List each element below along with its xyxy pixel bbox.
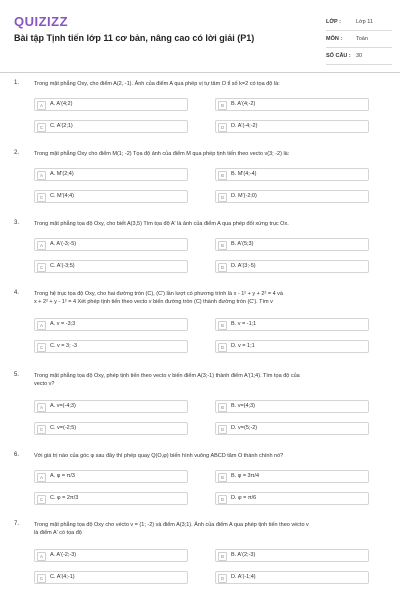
option-letter: B [218, 321, 227, 330]
option-letter: D [218, 425, 227, 434]
question-text [34, 80, 374, 88]
option-d[interactable] [215, 260, 369, 273]
option-text: A. v=(-4;3) [50, 403, 76, 409]
option-text: A. M'(2;4) [50, 171, 74, 177]
option-letter: A [37, 403, 46, 412]
option-letter: A [37, 101, 46, 110]
option-letter: A [37, 241, 46, 250]
option-text: D. v = 1;1 [231, 343, 255, 349]
option-letter: D [218, 263, 227, 272]
question-text [34, 150, 374, 158]
option-text: A. A'(4;2) [50, 101, 73, 107]
question-line: Trong mặt phẳng Oxy cho điểm M(1; -2) Tọa độ ảnh của điểm M qua phép tịnh tiến theo vecto v(3; -2) là: [34, 151, 290, 157]
option-text: B. v=(4;3) [231, 403, 255, 409]
option-letter: D [218, 343, 227, 352]
option-letter: C [37, 495, 46, 504]
option-c[interactable] [34, 190, 188, 203]
option-text: D. M'(-2;0) [231, 193, 257, 199]
option-letter: A [37, 321, 46, 330]
option-letter: B [218, 552, 227, 561]
option-d[interactable] [215, 340, 369, 353]
option-letter: C [37, 425, 46, 434]
question-number: 3. [14, 220, 20, 226]
option-text: C. A'(4;-1) [50, 574, 75, 580]
option-letter: A [37, 552, 46, 561]
option-text: D. v=(5;-2) [231, 425, 258, 431]
option-d[interactable] [215, 190, 369, 203]
option-b[interactable] [215, 98, 369, 111]
option-c[interactable] [34, 340, 188, 353]
option-text: A. A'(-2;-3) [50, 552, 77, 558]
worksheet-header [0, 0, 400, 73]
option-a[interactable] [34, 168, 188, 181]
option-letter: D [218, 123, 227, 132]
option-text: B. A'(2;-3) [231, 552, 256, 558]
question-line: Trong mặt phẳng Oxy, cho điểm A(2, -1). Ảnh của điểm A qua phép vị tự tâm O tỉ số k=2 có tọa độ là: [34, 81, 280, 87]
option-c[interactable] [34, 571, 188, 584]
question-line: là điểm A' có tọa độ [34, 530, 82, 536]
meta-value: 30 [356, 53, 363, 59]
question-text [34, 521, 374, 537]
option-letter: D [218, 574, 227, 583]
meta-key: LỚP : [326, 19, 341, 25]
question-number: 1. [14, 80, 20, 86]
option-text: B. A'(5;3) [231, 241, 254, 247]
option-d[interactable] [215, 120, 369, 133]
option-letter: C [37, 193, 46, 202]
option-b[interactable] [215, 400, 369, 413]
option-letter: B [218, 171, 227, 180]
option-text: B. M'(4;-4) [231, 171, 257, 177]
question-text [34, 452, 374, 460]
question-text [34, 290, 374, 306]
option-text: C. v=(-2;5) [50, 425, 77, 431]
page-title: Bài tập Tịnh tiến lớp 11 cơ bản, nâng cao có lời giải (P1) [14, 33, 255, 43]
option-text: A. A'(-3;-5) [50, 241, 77, 247]
question-line: x + 2² + y - 1² = 4 Xét phép tịnh tiến theo vecto v biến đường tròn (C) thành đường tròn (C'). Tìm v [34, 299, 273, 305]
option-letter: D [218, 193, 227, 202]
option-text: D. A'(-1;4) [231, 574, 256, 580]
question-number: 2. [14, 150, 20, 156]
question-number: 7. [14, 521, 20, 527]
meta-value: Lớp 11 [356, 19, 373, 25]
option-letter: C [37, 123, 46, 132]
meta-key: SỐ CÂU : [326, 53, 351, 59]
option-text: B. φ = 3π/4 [231, 473, 259, 479]
question-text [34, 220, 374, 228]
option-c[interactable] [34, 422, 188, 435]
option-letter: D [218, 495, 227, 504]
option-letter: B [218, 403, 227, 412]
question-line: Trong hệ trục tọa độ Oxy, cho hai đường tròn (C), (C') lần lượt có phương trình là x - 1² + y + 2² = 4 và [34, 291, 283, 297]
question-line: Với giá trị nào của góc φ sau đây thì phép quay Q(O,φ) biến hình vuông ABCD tâm O thành chính nó? [34, 453, 284, 459]
option-a[interactable] [34, 549, 188, 562]
option-text: A. φ = π/3 [50, 473, 75, 479]
option-a[interactable] [34, 98, 188, 111]
option-b[interactable] [215, 470, 369, 483]
option-letter: B [218, 241, 227, 250]
meta-row-subject [326, 31, 392, 48]
option-d[interactable] [215, 571, 369, 584]
option-c[interactable] [34, 492, 188, 505]
option-letter: B [218, 101, 227, 110]
meta-key: MÔN : [326, 36, 343, 42]
option-b[interactable] [215, 549, 369, 562]
question-line: vecto v? [34, 381, 55, 387]
option-text: C. A'(2;1) [50, 123, 73, 129]
option-text: A. v = -3;3 [50, 321, 76, 327]
option-text: C. M'(4;4) [50, 193, 74, 199]
option-b[interactable] [215, 238, 369, 251]
option-letter: B [218, 473, 227, 482]
option-text: D. A'(3;-5) [231, 263, 256, 269]
meta-row-class [326, 14, 392, 31]
option-letter: A [37, 171, 46, 180]
option-a[interactable] [34, 400, 188, 413]
meta-row-count [326, 48, 392, 65]
question-text [34, 372, 374, 388]
option-letter: C [37, 263, 46, 272]
question-number: 4. [14, 290, 20, 296]
option-text: C. φ = 2π/3 [50, 495, 79, 501]
option-d[interactable] [215, 492, 369, 505]
meta-table [326, 14, 392, 65]
question-line: Trong mặt phẳng tọa độ Oxy, cho biết A(3,5) Tìm tọa độ A' là ảnh của điểm A qua phép đối xứng trục Ox. [34, 221, 289, 227]
question-line: Trong mặt phẳng tọa độ Oxy cho vécto v = (1; -2) và điểm A(3;1). Ảnh của điểm A qua phép tịnh tiến theo vécto v [34, 522, 309, 528]
option-b[interactable] [215, 168, 369, 181]
option-b[interactable] [215, 318, 369, 331]
option-text: C. A'(-3;5) [50, 263, 75, 269]
option-text: D. A'(-4;-2) [231, 123, 258, 129]
question-line: Trong mặt phẳng tọa độ Oxy, phép tịnh tiến theo vecto v biến điểm A(3;-1) thành điểm A'(1;4). Tìm tọa độ của [34, 373, 300, 379]
option-text: C. v = 3; -3 [50, 343, 78, 349]
meta-value: Toán [356, 36, 368, 42]
option-text: B. v = -1;1 [231, 321, 257, 327]
option-a[interactable] [34, 470, 188, 483]
option-text: D. φ = π/6 [231, 495, 257, 501]
option-c[interactable] [34, 260, 188, 273]
option-a[interactable] [34, 318, 188, 331]
option-text: B. A'(4;-2) [231, 101, 256, 107]
question-number: 6. [14, 452, 20, 458]
option-letter: C [37, 343, 46, 352]
option-letter: A [37, 473, 46, 482]
quizizz-logo: QUIZIZZ [14, 14, 69, 29]
option-d[interactable] [215, 422, 369, 435]
option-a[interactable] [34, 238, 188, 251]
option-letter: C [37, 574, 46, 583]
option-c[interactable] [34, 120, 188, 133]
question-number: 5. [14, 372, 20, 378]
